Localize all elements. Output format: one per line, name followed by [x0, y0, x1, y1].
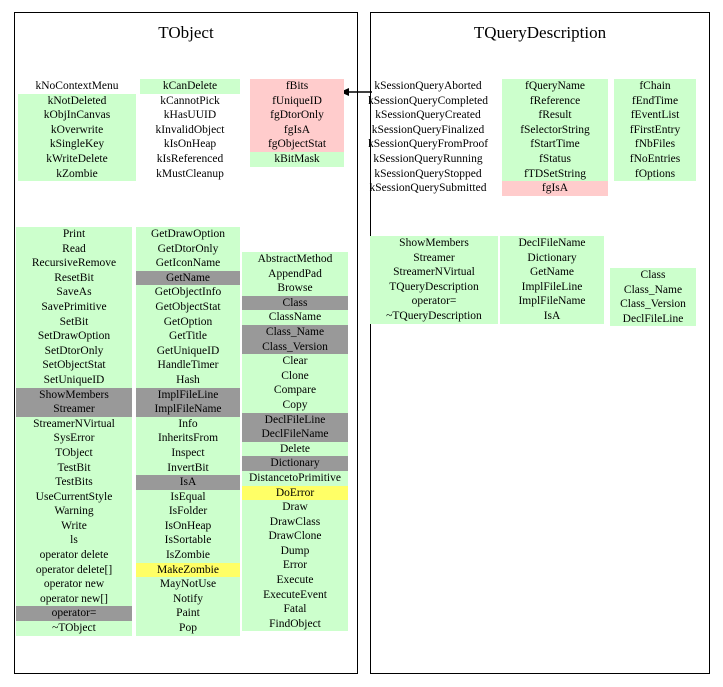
tobject-method-item[interactable]: ImplFileName [136, 402, 240, 417]
tobject-method-item[interactable]: operator delete [16, 548, 132, 563]
tobject-method-item[interactable]: Browse [242, 281, 348, 296]
tobject-method-item[interactable]: DrawClone [242, 529, 348, 544]
tquerydescription-enum-item[interactable]: fEndTime [614, 94, 696, 109]
tquerydescription-enum-item[interactable]: fFirstEntry [614, 123, 696, 138]
tquerydescription-method-item[interactable]: Class_Name [610, 283, 696, 298]
tquerydescription-enum-item[interactable]: fChain [614, 79, 696, 94]
tquerydescription-method-item[interactable]: ShowMembers [370, 236, 498, 251]
tquerydescription-method-col3 [610, 268, 696, 326]
tobject-method-item[interactable]: operator new [16, 577, 132, 592]
tobject-method-item[interactable]: SetUniqueID [16, 373, 132, 388]
tobject-method-item[interactable]: Notify [136, 592, 240, 607]
tobject-method-item[interactable]: SetDrawOption [16, 329, 132, 344]
tobject-method-item[interactable]: Compare [242, 383, 348, 398]
tobject-method-item[interactable]: TestBit [16, 461, 132, 476]
tobject-method-item[interactable]: Clear [242, 354, 348, 369]
tobject-enum-item[interactable]: kIsReferenced [156, 152, 224, 165]
tobject-method-item[interactable]: Write [16, 519, 132, 534]
tquerydescription-enum-item[interactable]: fQueryName [502, 79, 608, 94]
tobject-method-item[interactable]: Fatal [242, 602, 348, 617]
tobject-method-item[interactable]: Print [16, 227, 132, 242]
tobject-method-item[interactable]: GetName [136, 271, 240, 286]
tobject-method-item[interactable]: SysError [16, 431, 132, 446]
tquerydescription-enum-item[interactable]: fgIsA [502, 181, 608, 196]
tquerydescription-enum-item[interactable]: fStatus [502, 152, 608, 167]
tobject-method-item[interactable]: GetIconName [136, 256, 240, 271]
tobject-enum-item[interactable]: kObjInCanvas [18, 108, 136, 123]
tobject-method-item[interactable]: ShowMembers [16, 388, 132, 403]
tobject-method-item[interactable]: ls [16, 533, 132, 548]
tobject-method-col1 [16, 227, 132, 636]
tobject-method-item[interactable]: IsSortable [136, 533, 240, 548]
tquerydescription-method-item[interactable]: Class_Version [610, 297, 696, 312]
tobject-method-item[interactable]: Dump [242, 544, 348, 559]
tobject-method-item[interactable]: InheritsFrom [136, 431, 240, 446]
tquerydescription-enum-item[interactable]: fNoEntries [614, 152, 696, 167]
tquerydescription-method-item[interactable]: DeclFileLine [610, 312, 696, 327]
tobject-method-item[interactable]: operator new[] [16, 592, 132, 607]
tquerydescription-enum-item[interactable]: fResult [502, 108, 608, 123]
tobject-enum-col3 [250, 79, 344, 167]
tquerydescription-enum-item[interactable]: kSessionQueryAborted [374, 80, 482, 92]
tquerydescription-enum-col3 [614, 79, 696, 181]
tobject-method-item[interactable]: Draw [242, 500, 348, 515]
tobject-method-item[interactable]: AbstractMethod [242, 252, 348, 267]
tobject-method-item[interactable]: StreamerNVirtual [16, 417, 132, 432]
tobject-method-item[interactable]: SetObjectStat [16, 358, 132, 373]
tobject-method-item[interactable]: UseCurrentStyle [16, 490, 132, 505]
tobject-method-item[interactable]: DoError [242, 486, 348, 501]
tobject-enum-col2 [140, 79, 240, 181]
tobject-method-item[interactable]: GetTitle [136, 329, 240, 344]
tobject-method-item[interactable]: Class_Name [242, 325, 348, 340]
tobject-method-item[interactable]: DrawClass [242, 515, 348, 530]
tobject-method-item[interactable]: GetUniqueID [136, 344, 240, 359]
tquerydescription-method-item[interactable]: ~TQueryDescription [370, 309, 498, 324]
tobject-enum-item[interactable]: kNotDeleted [18, 94, 136, 109]
tobject-method-item[interactable]: AppendPad [242, 267, 348, 282]
tobject-method-item[interactable]: Clone [242, 369, 348, 384]
tobject-enum-item[interactable]: kOverwrite [18, 123, 136, 138]
tobject-method-item[interactable]: SaveAs [16, 285, 132, 300]
tquerydescription-enum-item[interactable]: fTDSetString [502, 167, 608, 182]
tquerydescription-enum-item[interactable]: kSessionQueryRunning [373, 152, 483, 165]
tobject-method-item[interactable]: GetOption [136, 315, 240, 330]
tobject-method-item[interactable]: SetDtorOnly [16, 344, 132, 359]
tobject-method-item[interactable]: operator delete[] [16, 563, 132, 578]
tquerydescription-title: TQueryDescription [473, 23, 607, 42]
tquerydescription-enum-item[interactable]: fEventList [614, 108, 696, 123]
tobject-enum-item[interactable]: kBitMask [250, 152, 344, 167]
tquerydescription-enum-item[interactable]: kSessionQueryStopped [374, 167, 482, 180]
tobject-enum-item[interactable]: kNoContextMenu [35, 80, 119, 92]
tobject-enum-item[interactable]: kInvalidObject [155, 123, 225, 136]
tobject-method-item[interactable]: DeclFileLine [242, 413, 348, 428]
tobject-title: TObject [158, 23, 214, 42]
tquerydescription-enum-col1 [354, 79, 502, 196]
tobject-method-item[interactable]: IsEqual [136, 490, 240, 505]
tquerydescription-enum-item[interactable]: kSessionQueryCompleted [367, 94, 489, 107]
tquerydescription-method-item[interactable]: Dictionary [500, 251, 604, 266]
tquerydescription-enum-item[interactable]: kSessionQuerySubmitted [369, 182, 487, 195]
tquerydescription-enum-item[interactable]: fSelectorString [502, 123, 608, 138]
tobject-method-item[interactable]: Warning [16, 504, 132, 519]
tquerydescription-method-item[interactable]: ImplFileName [500, 294, 604, 309]
tobject-method-item[interactable]: Class_Version [242, 340, 348, 355]
tquerydescription-method-col1 [370, 236, 498, 324]
tobject-method-col2 [136, 227, 240, 636]
tquerydescription-method-item[interactable]: DeclFileName [500, 236, 604, 251]
tquerydescription-enum-item[interactable]: kSessionQueryCreated [375, 109, 481, 122]
tobject-method-item[interactable]: Paint [136, 606, 240, 621]
tobject-method-item[interactable]: GetDtorOnly [136, 242, 240, 257]
tobject-method-item[interactable]: RecursiveRemove [16, 256, 132, 271]
tobject-enum-item[interactable]: kIsOnHeap [163, 138, 217, 151]
tobject-method-item[interactable]: Hash [136, 373, 240, 388]
tobject-method-item[interactable]: MakeZombie [136, 563, 240, 578]
tobject-method-item[interactable]: IsFolder [136, 504, 240, 519]
tobject-method-item[interactable]: Streamer [16, 402, 132, 417]
tobject-method-item[interactable]: ExecuteEvent [242, 588, 348, 603]
tobject-method-item[interactable]: Delete [242, 442, 348, 457]
tobject-method-item[interactable]: Copy [242, 398, 348, 413]
tobject-method-item[interactable]: InvertBit [136, 461, 240, 476]
tobject-method-item[interactable]: operator= [16, 606, 132, 621]
tobject-method-col3 [242, 252, 348, 631]
tobject-enum-item[interactable]: kHasUUID [163, 109, 217, 122]
tobject-method-item[interactable]: DeclFileName [242, 427, 348, 442]
tobject-method-item[interactable]: Inspect [136, 446, 240, 461]
tobject-method-item[interactable]: IsOnHeap [136, 519, 240, 534]
tobject-enum-item[interactable]: kSingleKey [18, 137, 136, 152]
tobject-method-item[interactable]: ImplFileLine [136, 388, 240, 403]
tquerydescription-method-item[interactable]: Streamer [370, 251, 498, 266]
tobject-method-item[interactable]: GetDrawOption [136, 227, 240, 242]
tquerydescription-enum-item[interactable]: fOptions [614, 167, 696, 182]
tobject-method-item[interactable]: Dictionary [242, 456, 348, 471]
tobject-method-item[interactable]: Info [136, 417, 240, 432]
tobject-method-item[interactable]: SavePrimitive [16, 300, 132, 315]
tquerydescription-method-item[interactable]: IsA [500, 309, 604, 324]
tquerydescription-enum-item[interactable]: fReference [502, 94, 608, 109]
tobject-enum-item[interactable]: fgDtorOnly [250, 108, 344, 123]
tobject-method-item[interactable]: MayNotUse [136, 577, 240, 592]
tobject-method-item[interactable]: ClassName [242, 310, 348, 325]
tobject-method-item[interactable]: TestBits [16, 475, 132, 490]
tobject-method-item[interactable]: Execute [242, 573, 348, 588]
tobject-enum-item[interactable]: kCanDelete [140, 79, 240, 94]
tobject-enum-item[interactable]: kZombie [18, 167, 136, 182]
tobject-method-item[interactable]: TObject [16, 446, 132, 461]
tquerydescription-method-item[interactable]: operator= [370, 294, 498, 309]
tobject-method-item[interactable]: Pop [136, 621, 240, 636]
tobject-enum-item[interactable]: kMustCleanup [156, 167, 224, 180]
tquerydescription-enum-item[interactable]: kSessionQueryFromProof [367, 138, 489, 151]
tquerydescription-method-col2 [500, 236, 604, 324]
tobject-method-item[interactable]: HandleTimer [136, 358, 240, 373]
tquerydescription-enum-col2 [502, 79, 608, 196]
tobject-method-item[interactable]: FindObject [242, 617, 348, 632]
tobject-enum-col1 [18, 79, 136, 181]
tobject-method-item[interactable]: ResetBit [16, 271, 132, 286]
tquerydescription-method-item[interactable]: GetName [500, 265, 604, 280]
tobject-method-item[interactable]: Read [16, 242, 132, 257]
tobject-enum-item[interactable]: fgObjectStat [250, 137, 344, 152]
tquerydescription-method-item[interactable]: TQueryDescription [370, 280, 498, 295]
tobject-enum-item[interactable]: kWriteDelete [18, 152, 136, 167]
tquerydescription-method-item[interactable]: StreamerNVirtual [370, 265, 498, 280]
tobject-enum-item[interactable]: fBits [250, 79, 344, 94]
tquerydescription-enum-item[interactable]: fNbFiles [614, 137, 696, 152]
tobject-method-item[interactable]: DistancetoPrimitive [242, 471, 348, 486]
tobject-method-item[interactable]: IsZombie [136, 548, 240, 563]
tobject-enum-item[interactable]: fUniqueID [250, 94, 344, 109]
tquerydescription-method-item[interactable]: Class [610, 268, 696, 283]
tobject-enum-item[interactable]: kCannotPick [160, 94, 220, 107]
tquerydescription-enum-item[interactable]: kSessionQueryFinalized [371, 123, 485, 136]
tobject-enum-item[interactable]: fgIsA [250, 123, 344, 138]
tobject-method-item[interactable]: GetObjectStat [136, 300, 240, 315]
tobject-method-item[interactable]: Error [242, 558, 348, 573]
tobject-method-item[interactable]: Class [242, 296, 348, 311]
tobject-method-item[interactable]: IsA [136, 475, 240, 490]
tobject-method-item[interactable]: ~TObject [16, 621, 132, 636]
tobject-method-item[interactable]: SetBit [16, 315, 132, 330]
tquerydescription-enum-item[interactable]: fStartTime [502, 137, 608, 152]
tobject-method-item[interactable]: GetObjectInfo [136, 285, 240, 300]
tquerydescription-method-item[interactable]: ImplFileLine [500, 280, 604, 295]
